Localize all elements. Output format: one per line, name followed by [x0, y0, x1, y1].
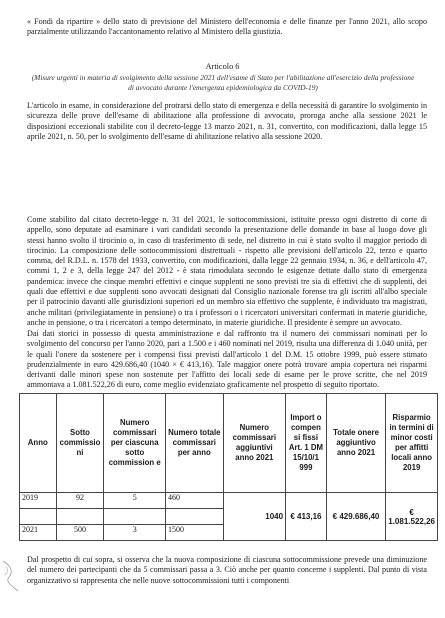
header-commissari-aggiuntivi: Numero commissari aggiuntivi anno 2021: [223, 394, 285, 493]
cell-sottocommissioni: 92: [56, 493, 104, 509]
spacer-cell: [165, 509, 223, 525]
cell-anno: 2021: [20, 525, 57, 541]
article-subtitle: (Misure urgenti in materia di svolgimento della sessione 2021 dell'esame di Stato per l'abilitazione all'esercizio della professione di avvocato durante l'emergenza epidemiologica da COVID-19): [31, 73, 415, 92]
header-totale-onere: Totale onere aggiuntivo anno 2021: [326, 394, 385, 493]
cell-per-ciascuna: 3: [104, 525, 166, 541]
cell-totale: 460: [165, 493, 223, 509]
header-commissari-per-sottocommissione: Numero commissari per ciascuna sotto commission e: [104, 394, 166, 493]
paragraph-1: L'articolo in esame, in considerazione del protrarsi dello stato di emergenza e della necessità di garantire lo svolgimento in sicurezza delle prove dell'esame di abilitazione alla professione di avvocato, proroga anche alla sessione 2021 le disposizioni eccezionali stabilite con il decreto-legge 13 marzo 2021, n. 31, convertito, con modificazioni, dalla legge 15 aprile 2021, n. 50, per lo svolgimento dell'esame di abilitazione relativo alla sessione 2020.: [27, 101, 427, 141]
intro-paragraph: « Fondi da ripartire » dello stato di previsione del Ministero dell'economia e delle finanze per l'anno 2021, allo scopo parzialmente utilizzando l'accantonamento relativo al Ministero della giustizia.: [27, 17, 427, 37]
cell-onere: € 429.686,40: [326, 493, 385, 541]
cell-risparmio: € 1.081.522,26: [386, 493, 438, 541]
header-totale-commissari: Numero totale commissari per anno: [165, 394, 223, 493]
cell-anno: 2019: [20, 493, 57, 509]
table-header-row: [20, 394, 438, 493]
spacer-cell: [104, 509, 166, 525]
cell-aggiuntivi: 1040: [223, 493, 285, 541]
table-row-2019: [20, 493, 438, 509]
spacer-cell: [56, 509, 104, 525]
cell-importo: € 413,16: [286, 493, 327, 541]
header-sottocommissioni: Sotto commissio ni: [56, 394, 104, 493]
margin-signature-mark: [0, 555, 22, 595]
cell-per-ciascuna: 5: [104, 493, 166, 509]
article-title: Articolo 6: [205, 62, 240, 71]
footer-paragraph: Dal prospetto di cui sopra, si osserva che la nuova composizione di ciascuna sottocommissione prevede una diminuzione del numero dei partecipanti che da 5 commissari passa a 3. Ciò anche per quanto concerne i supplenti. Dal punto di vista organizzativo si rappresenta che nelle nuove sottocommissioni tutti i componenti: [27, 555, 427, 585]
paragraph-3: Dai dati storici in possesso di questa amministrazione e dal raffronto tra il numero dei commissari nominati per lo svolgimento del concorso per l'anno 2020, pari a 1.500 e i 460 nominati nel 2019, risulta una differenza di 1.040 unità, per le quali l'onere da sostenere per i compensi fissi previsti dall'articolo 1 del D.M. 15 ottobre 1999, può essere stimato prudenzialmente in euro 429.686,40 (1040 × € 413,16). Tale maggior onere potrà trovare ampia copertura nei risparmi derivanti dalle minori spese non sostenute per l'affitto dei locali sede di esame per le prove scritte, che nel 2019 ammontava a 1.081.522,26 di euro, come meglio evidenziato graficamente nel prospetto di seguito riportato.: [27, 329, 427, 390]
spacer-cell: [20, 509, 57, 525]
cell-totale: 1500: [165, 525, 223, 541]
header-anno: Anno: [20, 394, 57, 493]
header-importo-compensi: Import o compen si fissi Art. 1 DM 15/10/1 999: [286, 394, 327, 493]
paragraph-2: Come stabilito dal citato decreto-legge n. 31 del 2021, le sottocommissioni, istituite presso ogni distretto di corte di appello, sono deputate ad esaminare i vari candidati secondo la presentazione delle domande in base al luogo dove gli stessi hanno svolto il tirocinio o, in caso di trasferimento di sede, nel distretto in cui è stato svolto il maggior periodo di tirocinio. La composizione delle sottocommissioni distrettuali - rispetto alle previsioni dell'articolo 22, terzo e quarto comma, del R.D.L. n. 1578 del 1933, convertito, con modificazioni, dalla legge 22 gennaio 1934, n. 36, e dell'articolo 47, commi 1, 2 e 3, della legge 247 del 2012 - è stata rimodulata secondo le esigenze dettate dallo stato di emergenza pandemica: invece che cinque membri effettivi e cinque supplenti ne sono previsti tre sia di effettivi che di supplenti, dei quali due effettivi e due supplenti sono avvocati designati dal Consiglio nazionale forense tra gli iscritti all'albo speciale per il patrocinio davanti alle giurisdizioni superiori ed un membro sia effettivo che supplente, è individuato tra magistrati, anche militari (privilegiatamente in pensione) o tra i professori o i ricercatori universitari confermati in materie giuridiche, anche in pensione, o tra i ricercatori a tempo determinato, in materie giuridiche. Il presidente è sempre un avvocato.: [27, 215, 427, 327]
header-risparmio: Risparmio in termini di minor costi per affitti locali anno 2019: [386, 394, 438, 493]
cost-table: [19, 393, 438, 541]
cell-sottocommissioni: 500: [56, 525, 104, 541]
